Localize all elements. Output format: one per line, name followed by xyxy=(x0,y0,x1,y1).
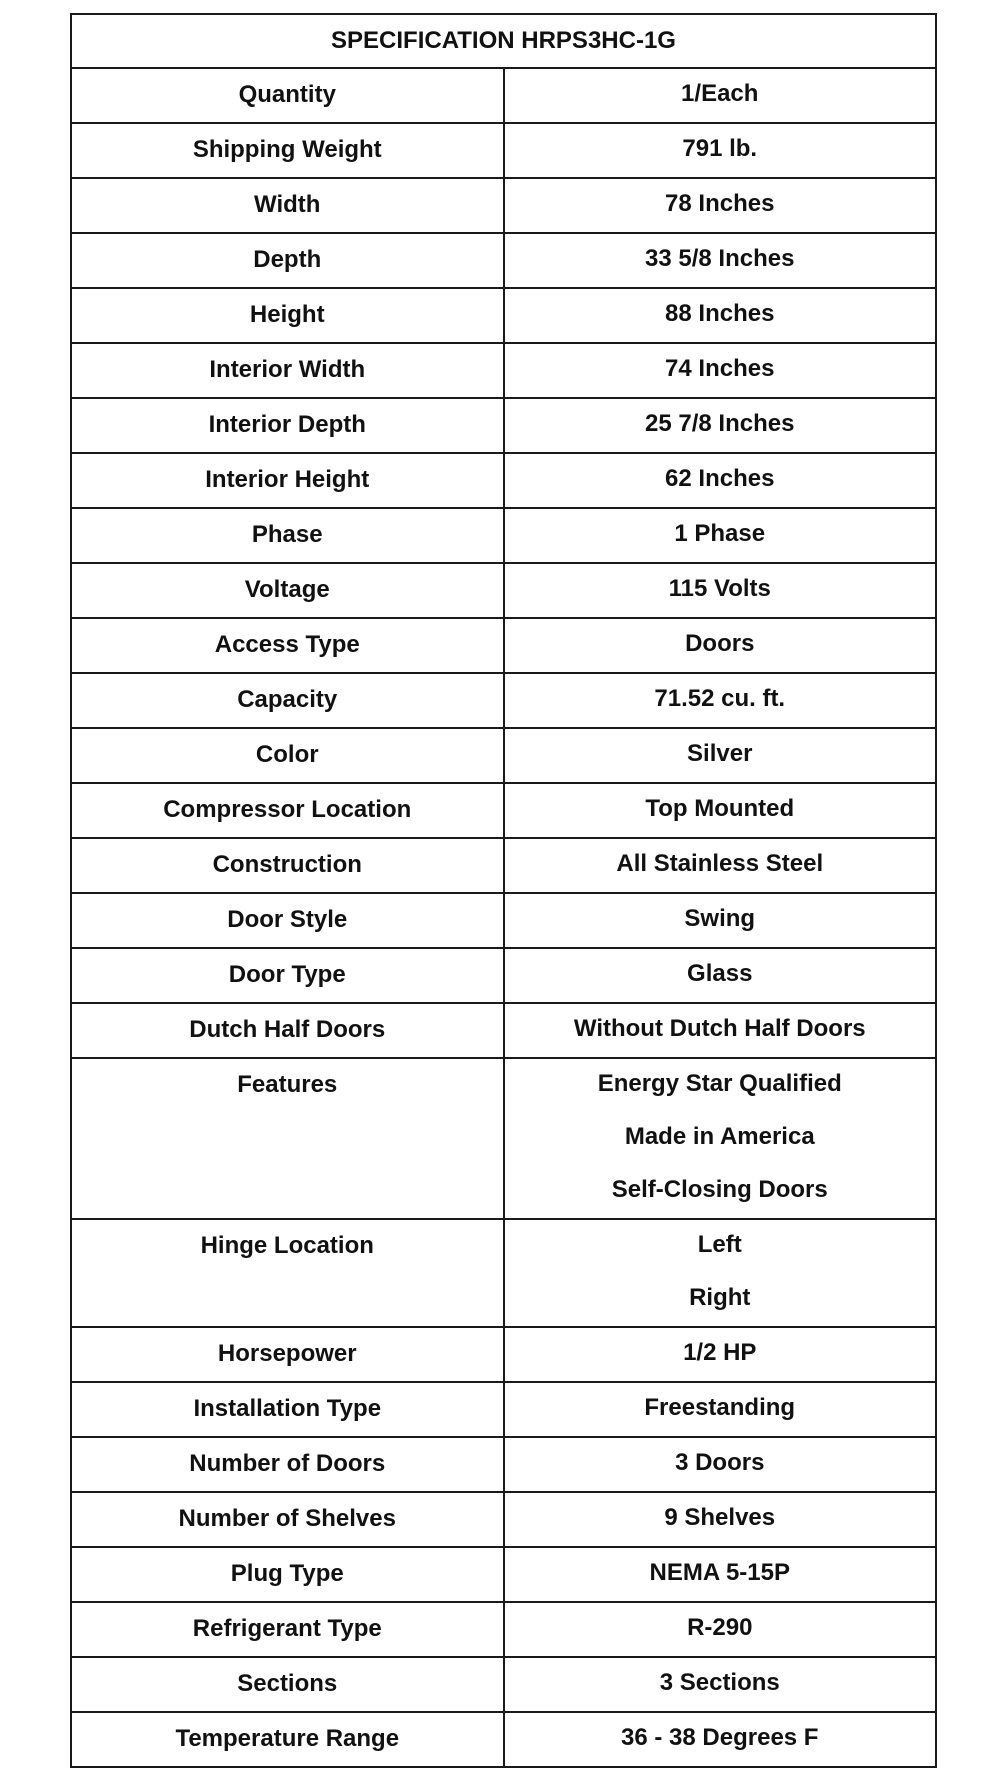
spec-label: Access Type xyxy=(71,618,504,673)
table-row xyxy=(71,893,936,948)
table-row xyxy=(71,398,936,453)
spec-label: Compressor Location xyxy=(71,783,504,838)
spec-value-cell xyxy=(504,563,937,618)
table-row xyxy=(71,123,936,178)
spec-value-cell xyxy=(504,1003,937,1058)
table-row xyxy=(71,1547,936,1602)
table-row xyxy=(71,288,936,343)
table-body xyxy=(71,68,936,1767)
table-row xyxy=(71,618,936,673)
spec-value: 1/2 HP xyxy=(683,1339,757,1366)
spec-label: Voltage xyxy=(71,563,504,618)
table-row xyxy=(71,563,936,618)
spec-value-cell xyxy=(504,838,937,893)
spec-value: 1 Phase xyxy=(674,520,766,547)
spec-value-cell xyxy=(504,783,937,838)
table-row xyxy=(71,343,936,398)
table-row xyxy=(71,68,936,123)
spec-value-cell xyxy=(504,1437,937,1492)
specification-table xyxy=(70,13,937,1768)
spec-value-cell xyxy=(504,178,937,233)
spec-label: Color xyxy=(71,728,504,783)
spec-value-cell xyxy=(504,508,937,563)
spec-value-cell xyxy=(504,1327,937,1382)
table-row xyxy=(71,1003,936,1058)
spec-label: Number of Doors xyxy=(71,1437,504,1492)
spec-value: 78 Inches xyxy=(665,190,775,217)
spec-label: Construction xyxy=(71,838,504,893)
table-row xyxy=(71,673,936,728)
spec-value: Doors xyxy=(685,630,755,657)
spec-value-cell xyxy=(504,893,937,948)
spec-value-cell xyxy=(504,948,937,1003)
spec-label: Refrigerant Type xyxy=(71,1602,504,1657)
spec-value-cell xyxy=(504,618,937,673)
spec-value: 74 Inches xyxy=(665,355,775,382)
spec-value-cell xyxy=(504,453,937,508)
table-row xyxy=(71,1492,936,1547)
spec-value: Swing xyxy=(684,905,756,932)
spec-value: Left xyxy=(697,1231,742,1258)
spec-label: Features xyxy=(71,1058,504,1219)
spec-value: 115 Volts xyxy=(668,575,771,602)
spec-value: All Stainless Steel xyxy=(616,850,824,877)
spec-value: 25 7/8 Inches xyxy=(645,410,795,437)
spec-value: Self-Closing Doors xyxy=(611,1176,828,1203)
spec-value-cell xyxy=(504,1547,937,1602)
spec-label: Dutch Half Doors xyxy=(71,1003,504,1058)
spec-value: 88 Inches xyxy=(665,300,775,327)
spec-value: Right xyxy=(689,1284,751,1311)
table-row xyxy=(71,1657,936,1712)
spec-value-cell xyxy=(504,398,937,453)
spec-value: 3 Doors xyxy=(675,1449,765,1476)
spec-label: Door Type xyxy=(71,948,504,1003)
spec-value: 62 Inches xyxy=(665,465,775,492)
table-row xyxy=(71,783,936,838)
spec-value-cell xyxy=(504,343,937,398)
spec-value-cell xyxy=(504,673,937,728)
spec-value-cell xyxy=(504,68,937,123)
table-row xyxy=(71,508,936,563)
spec-value-cell xyxy=(504,288,937,343)
spec-label: Horsepower xyxy=(71,1327,504,1382)
spec-value-cell xyxy=(504,233,937,288)
spec-label: Width xyxy=(71,178,504,233)
spec-value: 1/Each xyxy=(681,80,759,107)
spec-value-cell xyxy=(504,1657,937,1712)
table-title: SPECIFICATION HRPS3HC-1G xyxy=(71,14,936,68)
spec-label: Interior Height xyxy=(71,453,504,508)
spec-value-cell xyxy=(504,1492,937,1547)
table-row xyxy=(71,178,936,233)
spec-value: 33 5/8 Inches xyxy=(645,245,795,272)
spec-label: Installation Type xyxy=(71,1382,504,1437)
table-row xyxy=(71,1058,936,1219)
spec-label: Sections xyxy=(71,1657,504,1712)
spec-label: Number of Shelves xyxy=(71,1492,504,1547)
spec-value: Top Mounted xyxy=(645,795,795,822)
spec-value: 791 lb. xyxy=(682,135,758,162)
spec-value: 71.52 cu. ft. xyxy=(654,685,786,712)
spec-value: Glass xyxy=(687,960,753,987)
spec-value: 36 - 38 Degrees F xyxy=(621,1724,819,1751)
spec-value: Made in America xyxy=(624,1123,815,1150)
spec-value: 3 Sections xyxy=(659,1669,780,1696)
spec-value: Silver xyxy=(687,740,753,767)
table-row xyxy=(71,1437,936,1492)
spec-label: Interior Depth xyxy=(71,398,504,453)
table-row xyxy=(71,728,936,783)
spec-label: Phase xyxy=(71,508,504,563)
spec-label: Height xyxy=(71,288,504,343)
spec-value: Energy Star Qualified xyxy=(597,1070,842,1097)
spec-value: NEMA 5-15P xyxy=(649,1559,790,1586)
spec-value: Freestanding xyxy=(644,1394,796,1421)
spec-value-cell xyxy=(504,1382,937,1437)
table-row xyxy=(71,1602,936,1657)
spec-value: 9 Shelves xyxy=(664,1504,776,1531)
table-row xyxy=(71,948,936,1003)
title-row xyxy=(71,14,936,68)
spec-value-cell xyxy=(504,1602,937,1657)
table-row xyxy=(71,1382,936,1437)
spec-label: Temperature Range xyxy=(71,1712,504,1767)
spec-label: Interior Width xyxy=(71,343,504,398)
spec-value: Without Dutch Half Doors xyxy=(573,1015,866,1042)
spec-value-cell xyxy=(504,1058,937,1219)
spec-label: Capacity xyxy=(71,673,504,728)
table-row xyxy=(71,838,936,893)
table-row xyxy=(71,1327,936,1382)
spec-value-cell xyxy=(504,123,937,178)
spec-value-cell xyxy=(504,1219,937,1327)
table-row xyxy=(71,453,936,508)
spec-value-cell xyxy=(504,728,937,783)
spec-label: Shipping Weight xyxy=(71,123,504,178)
spec-label: Depth xyxy=(71,233,504,288)
table-row xyxy=(71,233,936,288)
spec-value: R-290 xyxy=(687,1614,753,1641)
spec-label: Plug Type xyxy=(71,1547,504,1602)
spec-label: Quantity xyxy=(71,68,504,123)
spec-label: Door Style xyxy=(71,893,504,948)
spec-label: Hinge Location xyxy=(71,1219,504,1327)
table-row xyxy=(71,1219,936,1327)
